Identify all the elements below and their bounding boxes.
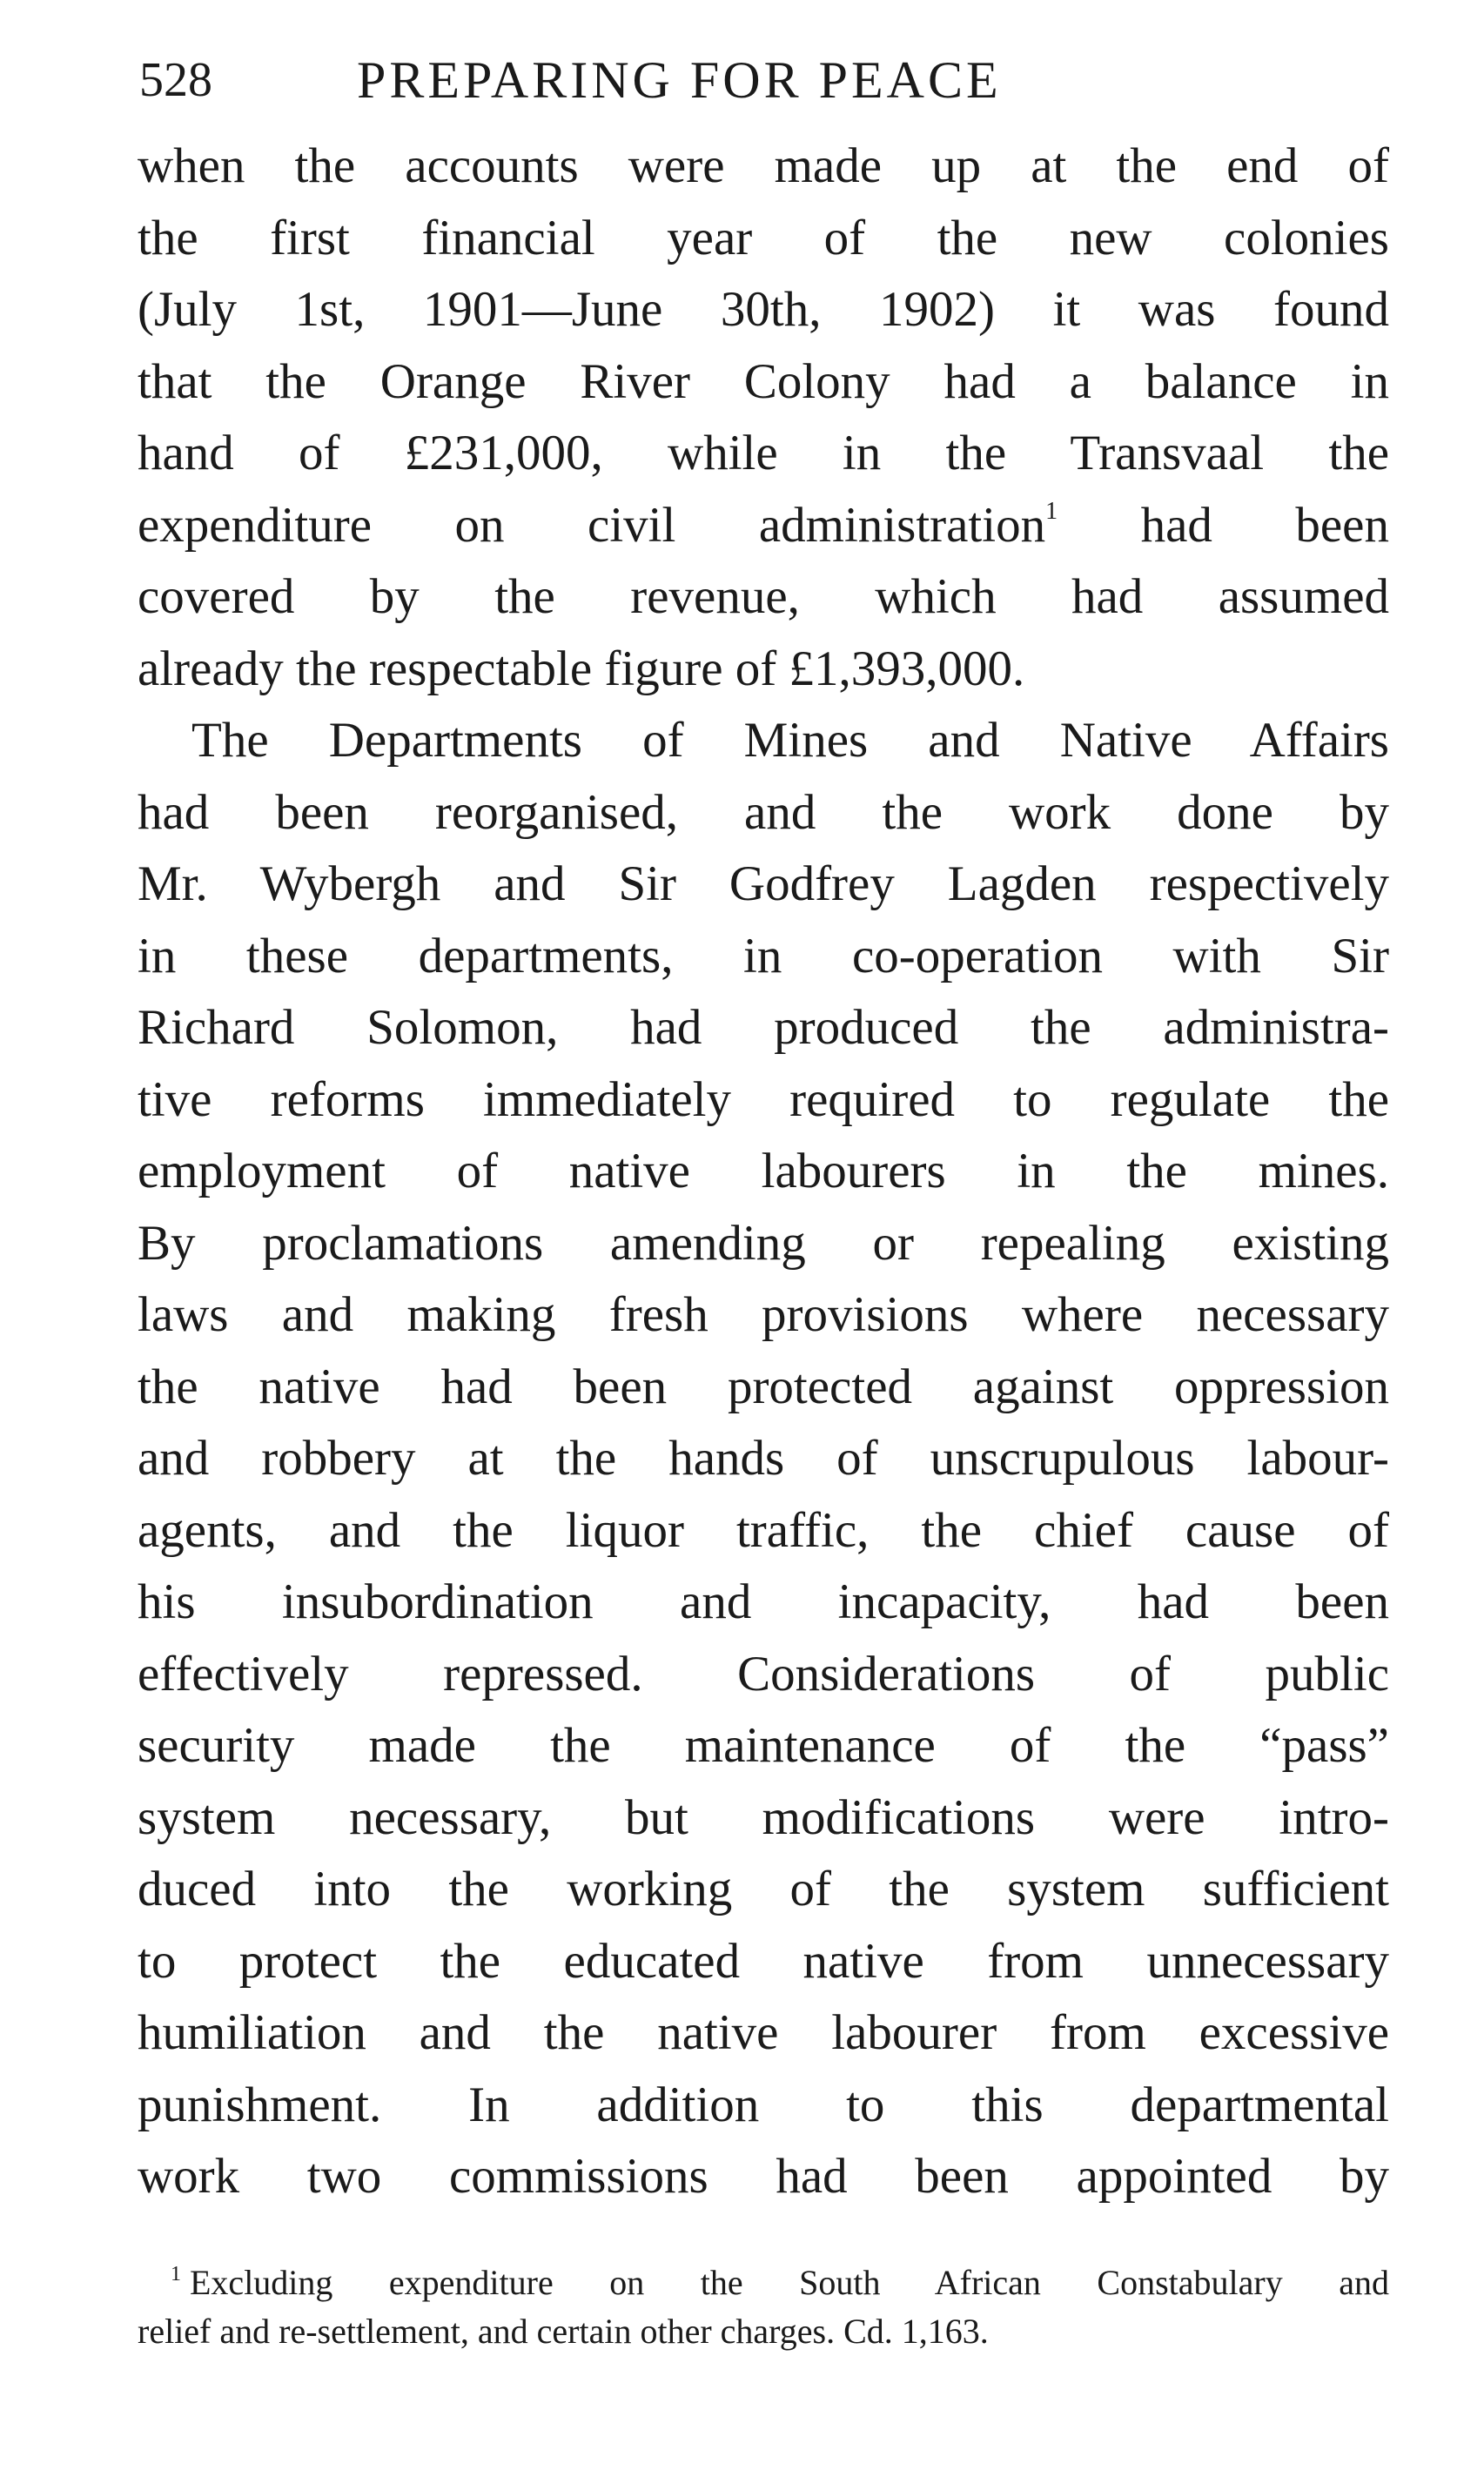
text-line-with-footnote-ref: [138, 490, 1389, 562]
text-line: to protect the educated native from unnecessary: [138, 1933, 1389, 1989]
text-line: the native had been protected against oppression: [138, 1359, 1389, 1414]
text-fragment: expenditure on civil administration: [138, 497, 1046, 553]
text-line: system necessary, but modifications were intro-: [138, 1789, 1389, 1845]
text-line: already the respectable figure of £1,393,000.: [138, 641, 1025, 696]
text-line: and robbery at the hands of unscrupulous labour-: [138, 1431, 1389, 1486]
text-line: work two commissions had been appointed by: [138, 2149, 1389, 2204]
text-line: security made the maintenance of the “pass”: [138, 1718, 1389, 1773]
text-line: laws and making fresh provisions where necessary: [138, 1287, 1389, 1342]
running-title: PREPARING FOR PEACE: [357, 51, 1002, 109]
text-line: hand of £231,000, while in the Transvaal the: [138, 426, 1389, 480]
page-number: 528: [139, 53, 212, 107]
text-fragment: had been: [1058, 497, 1389, 553]
footnote-reference: 1: [1045, 497, 1058, 525]
footnote-text: Excluding expenditure on the South African Constabulary and: [190, 2263, 1389, 2302]
text-line: covered by the revenue, which had assumed: [138, 569, 1389, 624]
text-line: punishment. In addition to this departmental: [138, 2077, 1389, 2132]
text-line: Mr. Wybergh and Sir Godfrey Lagden respectively: [138, 856, 1389, 911]
text-line: that the Orange River Colony had a balance in: [138, 353, 1389, 409]
text-line: his insubordination and incapacity, had been: [138, 1574, 1389, 1629]
text-line: agents, and the liquor traffic, the chief cause of: [138, 1502, 1389, 1558]
footnote-line: [138, 2259, 1389, 2307]
footnote-line: relief and re-settlement, and certain other charges. Cd. 1,163.: [138, 2312, 989, 2351]
text-line: By proclamations amending or repealing existing: [138, 1215, 1389, 1271]
text-line: in these departments, in co-operation with Sir: [138, 928, 1389, 983]
text-line: effectively repressed. Considerations of public: [138, 1646, 1389, 1701]
text-line: tive reforms immediately required to regulate the: [138, 1071, 1389, 1127]
text-line: the first financial year of the new colonies: [138, 210, 1389, 265]
page-header: [139, 45, 1393, 115]
text-line: (July 1st, 1901—June 30th, 1902) it was found: [138, 282, 1389, 337]
text-line: The Departments of Mines and Native Affairs: [191, 713, 1389, 768]
text-line: when the accounts were made up at the end of: [138, 138, 1389, 193]
text-line: duced into the working of the system sufficient: [138, 1862, 1389, 1916]
footnote: [138, 2259, 1389, 2356]
footnote-number: 1: [171, 2263, 181, 2285]
text-line: employment of native labourers in the mines.: [138, 1144, 1389, 1198]
text-line: Richard Solomon, had produced the administra-: [138, 1000, 1389, 1055]
text-line: humiliation and the native labourer from excessive: [138, 2005, 1389, 2060]
body-text: [138, 131, 1389, 2213]
text-line: had been reorganised, and the work done by: [138, 784, 1389, 840]
